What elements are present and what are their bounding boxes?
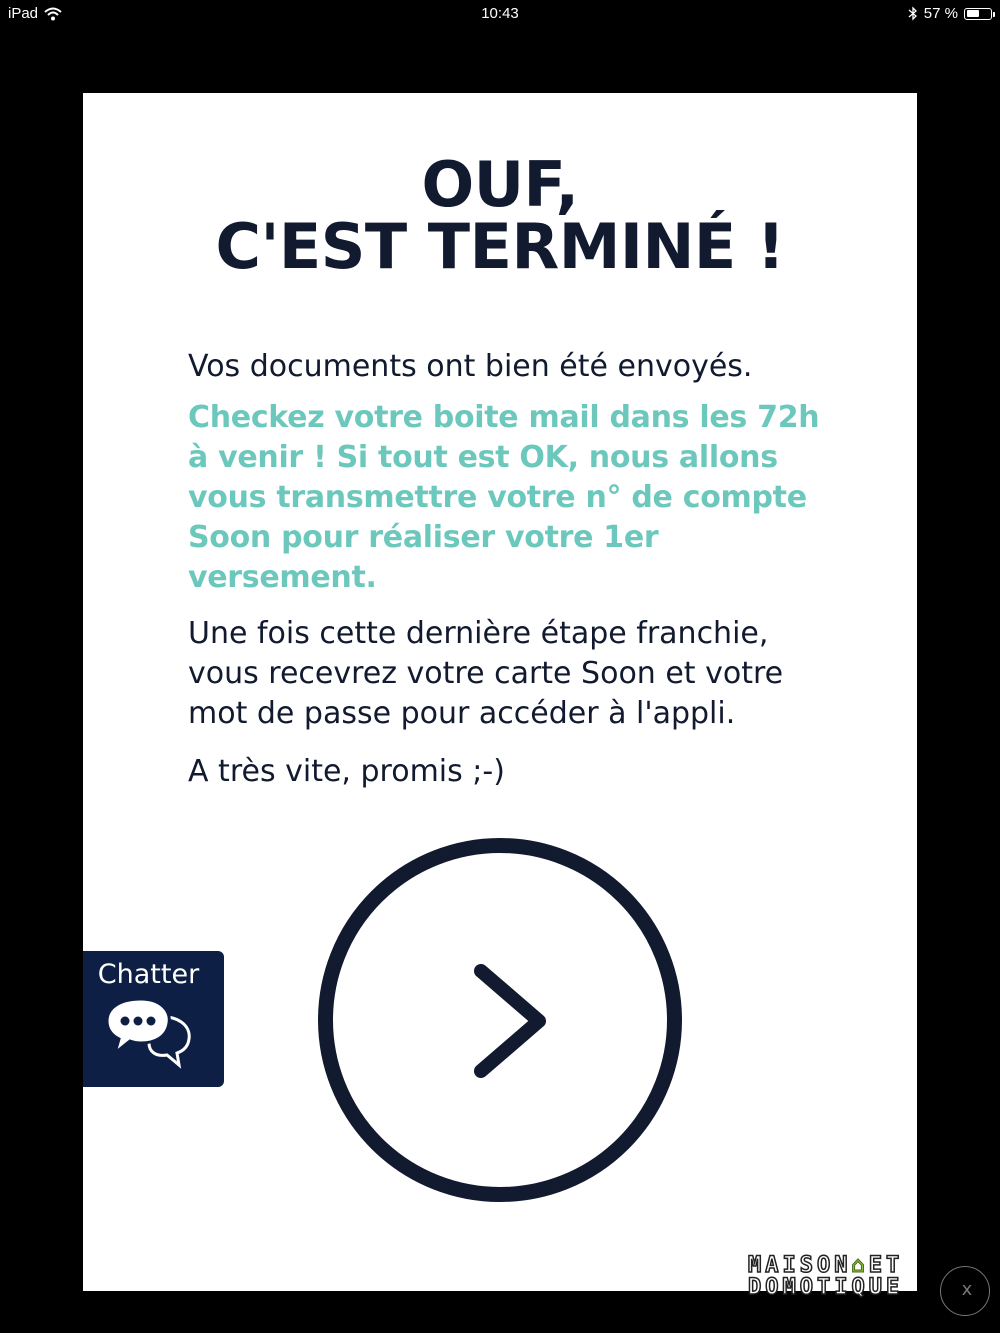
next-step-text: Une fois cette dernière étape franchie, vous recevrez votre carte Soon et votre mot de passe pour accéder à l'appli. bbox=[188, 616, 784, 731]
chat-label: Chatter bbox=[97, 959, 200, 990]
chat-bubbles-icon bbox=[105, 995, 195, 1071]
watermark-logo bbox=[748, 1255, 962, 1305]
chevron-right-icon bbox=[471, 961, 559, 1081]
battery-level bbox=[967, 10, 980, 17]
status-bar bbox=[0, 0, 1000, 28]
sent-confirmation-text: Vos documents ont bien été envoyés. bbox=[188, 349, 753, 384]
title-line-1: OUF, bbox=[421, 148, 579, 221]
bluetooth-icon bbox=[908, 6, 918, 21]
battery-percent: 57 % bbox=[923, 5, 958, 22]
watermark-line-2: DOMOTIQUE bbox=[748, 1275, 904, 1300]
page-title bbox=[0, 148, 1000, 283]
watermark-house-icon: ⌂ bbox=[851, 1253, 869, 1278]
chat-widget-button[interactable] bbox=[83, 951, 224, 1087]
watermark-line-1: MAISON⌂ET bbox=[748, 1253, 904, 1278]
watermark-close-button[interactable]: x bbox=[940, 1266, 990, 1316]
next-button[interactable] bbox=[318, 838, 682, 1202]
battery-icon bbox=[964, 8, 992, 20]
status-right bbox=[908, 5, 992, 22]
status-time: 10:43 bbox=[481, 5, 519, 22]
goodbye-text: A très vite, promis ;-) bbox=[188, 754, 505, 789]
email-check-text: Checkez votre boite mail dans les 72h à venir ! Si tout est OK, nous allons vous transmettre votre n° de compte Soon pour réaliser votre 1er versement. bbox=[188, 400, 820, 595]
device-name: iPad bbox=[8, 5, 39, 22]
title-line-2: C'EST TERMINÉ ! bbox=[215, 210, 785, 283]
